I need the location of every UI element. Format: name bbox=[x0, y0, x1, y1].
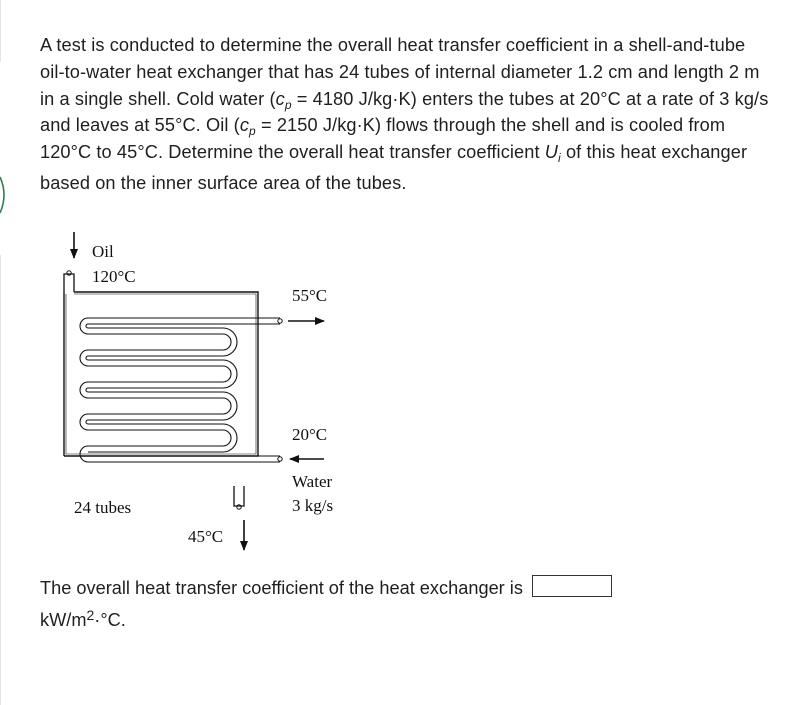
cp-water-symbol: c bbox=[275, 88, 285, 109]
tubes-label: 24 tubes bbox=[74, 498, 132, 517]
oil-inlet-pipe bbox=[64, 274, 74, 292]
left-margin-bracket bbox=[0, 175, 10, 215]
oil-outlet-pipe bbox=[234, 486, 244, 506]
problem-text-4: of this heat exchanger bbox=[560, 142, 748, 163]
water-inlet-temp: 20°C bbox=[292, 425, 328, 444]
cp-water-subscript: p bbox=[284, 97, 292, 112]
water-outlet-temp: 55°C bbox=[292, 286, 328, 305]
u-subscript: i bbox=[558, 151, 561, 166]
left-edge-bottom bbox=[0, 255, 1, 705]
cp-oil-subscript: p bbox=[249, 124, 256, 139]
problem-text-2: = 4180 J/kg·K) enters the tubes at 20°C at a rate of 3 kg/s and leaves at 55°C. Oil ( bbox=[40, 88, 769, 136]
problem-text-5: based on the inner surface area of the tubes. bbox=[40, 172, 407, 193]
cp-oil-symbol: c bbox=[239, 115, 250, 136]
unit-tail: ·°C. bbox=[94, 610, 126, 630]
u-symbol: U bbox=[544, 142, 559, 163]
shell bbox=[64, 292, 258, 456]
water-flow-rate: 3 kg/s bbox=[292, 496, 334, 515]
tube-bundle bbox=[80, 318, 280, 462]
water-outlet-flange bbox=[278, 319, 282, 323]
water-label: Water bbox=[292, 472, 333, 491]
oil-outlet-temp: 45°C bbox=[188, 527, 224, 546]
answer-prompt: The overall heat transfer coefficient of the heat exchanger is bbox=[40, 578, 523, 598]
unit-base: kW/m bbox=[40, 610, 87, 630]
oil-label: Oil bbox=[92, 242, 114, 261]
heat-exchanger-diagram bbox=[58, 224, 368, 554]
unit-exponent: 2 bbox=[86, 607, 95, 623]
left-edge-top bbox=[0, 0, 1, 62]
answer-section bbox=[40, 572, 740, 636]
problem-statement bbox=[40, 32, 770, 197]
water-inlet-flange bbox=[278, 457, 282, 461]
answer-input[interactable] bbox=[532, 575, 612, 597]
problem-paragraph bbox=[40, 32, 770, 166]
problem-text-3: = 2150 J/kg·K) flows through the shell and is cooled from 120°C to 45°C. Determine the overall heat transfer coefficient bbox=[40, 115, 726, 163]
oil-inlet-temp: 120°C bbox=[92, 267, 136, 286]
answer-unit bbox=[40, 607, 126, 630]
problem-text-1: A test is conducted to determine the overall heat transfer coefficient in a shell-and-tube oil-to-water heat exchanger that has 24 tubes of internal diameter 1.2 cm and length 2 m in a single shell. Cold water ( bbox=[40, 35, 760, 109]
